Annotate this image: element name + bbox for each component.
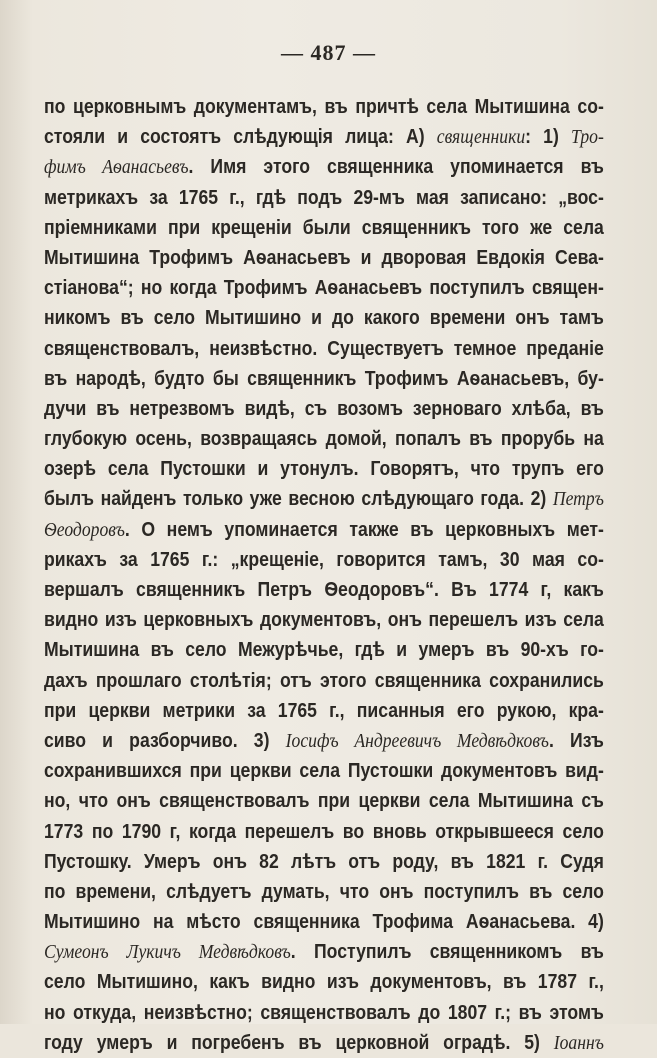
- text-run: . Поступилъ священникомъ въ: [290, 940, 604, 964]
- text-run: : 1): [525, 125, 571, 149]
- text-run: при церкви метрики за 1765 г., писанныя его рукою, кра-: [44, 698, 604, 722]
- text-run: Мытишино на мѣсто священника Трофима Аѳанасьева. 4): [44, 910, 604, 934]
- text-run: по времени, слѣдуетъ думать, что онъ поступилъ въ село: [44, 879, 604, 903]
- text-line: [44, 515, 604, 545]
- text-line: [44, 786, 604, 816]
- text-run: . Имя этого священника упоминается въ: [188, 155, 604, 179]
- text-run: . О немъ упоминается также въ церковныхъ мет-: [124, 517, 604, 541]
- text-line: [44, 666, 604, 696]
- text-run: году умеръ и погребенъ въ церковной оградѣ. 5): [44, 1030, 554, 1054]
- text-line: [44, 726, 604, 756]
- text-run: по церковнымъ документамъ, въ причтѣ села Мытишина со-: [44, 95, 604, 118]
- text-run: метрикахъ за 1765 г., гдѣ подъ 29-мъ мая записано: „вос-: [44, 185, 604, 209]
- text-run: Пустошку. Умеръ онъ 82 лѣтъ отъ роду, въ 1821 г. Судя: [44, 849, 604, 873]
- text-run: рикахъ за 1765 г.: „крещеніе, говорится тамъ, 30 мая со-: [44, 547, 604, 571]
- italic-name: Іосифъ Андреевичъ Медвѣдковъ: [285, 729, 549, 752]
- text-line: [44, 1028, 604, 1058]
- text-line: [44, 394, 604, 424]
- text-line: [44, 364, 604, 394]
- text-line: [44, 937, 604, 967]
- italic-name: фимъ Аѳанасьевъ: [44, 156, 189, 179]
- text-run: сиво и разборчиво. 3): [44, 728, 286, 752]
- text-line: [44, 424, 604, 454]
- text-run: Мытишина Трофимъ Аѳанасьевъ и дворовая Евдокія Сева-: [44, 245, 604, 269]
- text-run: стояли и состоятъ слѣдующія лица: А): [44, 125, 437, 149]
- text-line: [44, 817, 604, 847]
- text-run: но, что онъ священствовалъ при церкви села Мытишина съ: [44, 789, 604, 813]
- text-line: [44, 847, 604, 877]
- text-line: [44, 243, 604, 273]
- text-run: но откуда, неизвѣстно; священствовалъ до 1807 г.; въ этомъ: [44, 1000, 604, 1024]
- text-line: [44, 605, 604, 635]
- text-line: [44, 756, 604, 786]
- text-line: [44, 907, 604, 937]
- italic-name: Тро-: [570, 126, 604, 149]
- text-run: видно изъ церковныхъ документовъ, онъ перешелъ изъ села: [44, 608, 604, 632]
- italic-name: Ѳеодоровъ: [44, 518, 125, 541]
- text-line: [44, 213, 604, 243]
- text-run: 1773 по 1790 г, когда перешелъ во вновь открывшееся село: [44, 819, 604, 843]
- text-line: [44, 998, 604, 1028]
- italic-name: Петръ: [552, 488, 604, 511]
- text-line: [44, 484, 604, 514]
- text-line: [44, 92, 604, 122]
- text-line: [44, 152, 604, 182]
- text-run: село Мытишино, какъ видно изъ документовъ, въ 1787 г.,: [44, 970, 604, 994]
- italic-name: Сумеонъ Лукичъ Медвѣдковъ: [44, 941, 291, 964]
- text-run: дучи въ нетрезвомъ видѣ, съ возомъ зерноваго хлѣба, въ: [44, 396, 604, 420]
- text-run: былъ найденъ только уже весною слѣдующаго года. 2): [44, 487, 553, 511]
- text-run: Мытишина въ село Межурѣчье, гдѣ и умеръ въ 90-хъ го-: [44, 638, 604, 662]
- italic-name: священники: [436, 126, 526, 149]
- text-line: [44, 334, 604, 364]
- text-run: . Изъ: [548, 728, 604, 752]
- text-line: [44, 454, 604, 484]
- text-line: [44, 967, 604, 997]
- text-run: въ народѣ, будто бы священникъ Трофимъ Аѳанасьевъ, бу-: [44, 366, 604, 390]
- text-run: озерѣ села Пустошки и утонулъ. Говорятъ, что трупъ его: [44, 457, 604, 481]
- text-line: [44, 122, 604, 152]
- text-line: [44, 183, 604, 213]
- text-line: [44, 273, 604, 303]
- body-text: [44, 92, 604, 1058]
- text-run: никомъ въ село Мытишино и до какого времени онъ тамъ: [44, 306, 604, 330]
- text-run: пріемниками при крещеніи были священникъ того же села: [44, 215, 604, 239]
- text-line: [44, 575, 604, 605]
- text-line: [44, 635, 604, 665]
- text-run: стіанова“; но когда Трофимъ Аѳанасьевъ поступилъ священ-: [44, 276, 604, 300]
- italic-name: Іоаннъ: [553, 1031, 604, 1054]
- text-line: [44, 303, 604, 333]
- text-run: священствовалъ, неизвѣстно. Существуетъ темное преданіе: [44, 336, 604, 360]
- text-run: глубокую осень, возвращаясь домой, попалъ въ прорубь на: [44, 427, 604, 451]
- text-line: [44, 877, 604, 907]
- text-line: [44, 545, 604, 575]
- text-run: вершалъ священникъ Петръ Ѳеодоровъ“. Въ 1774 г, какъ: [44, 578, 604, 601]
- page-number: — 487 —: [281, 40, 376, 65]
- text-run: сохранившихся при церкви села Пустошки документовъ вид-: [44, 759, 604, 783]
- text-run: дахъ прошлаго столѣтія; отъ этого священника сохранились: [44, 668, 604, 692]
- text-line: [44, 696, 604, 726]
